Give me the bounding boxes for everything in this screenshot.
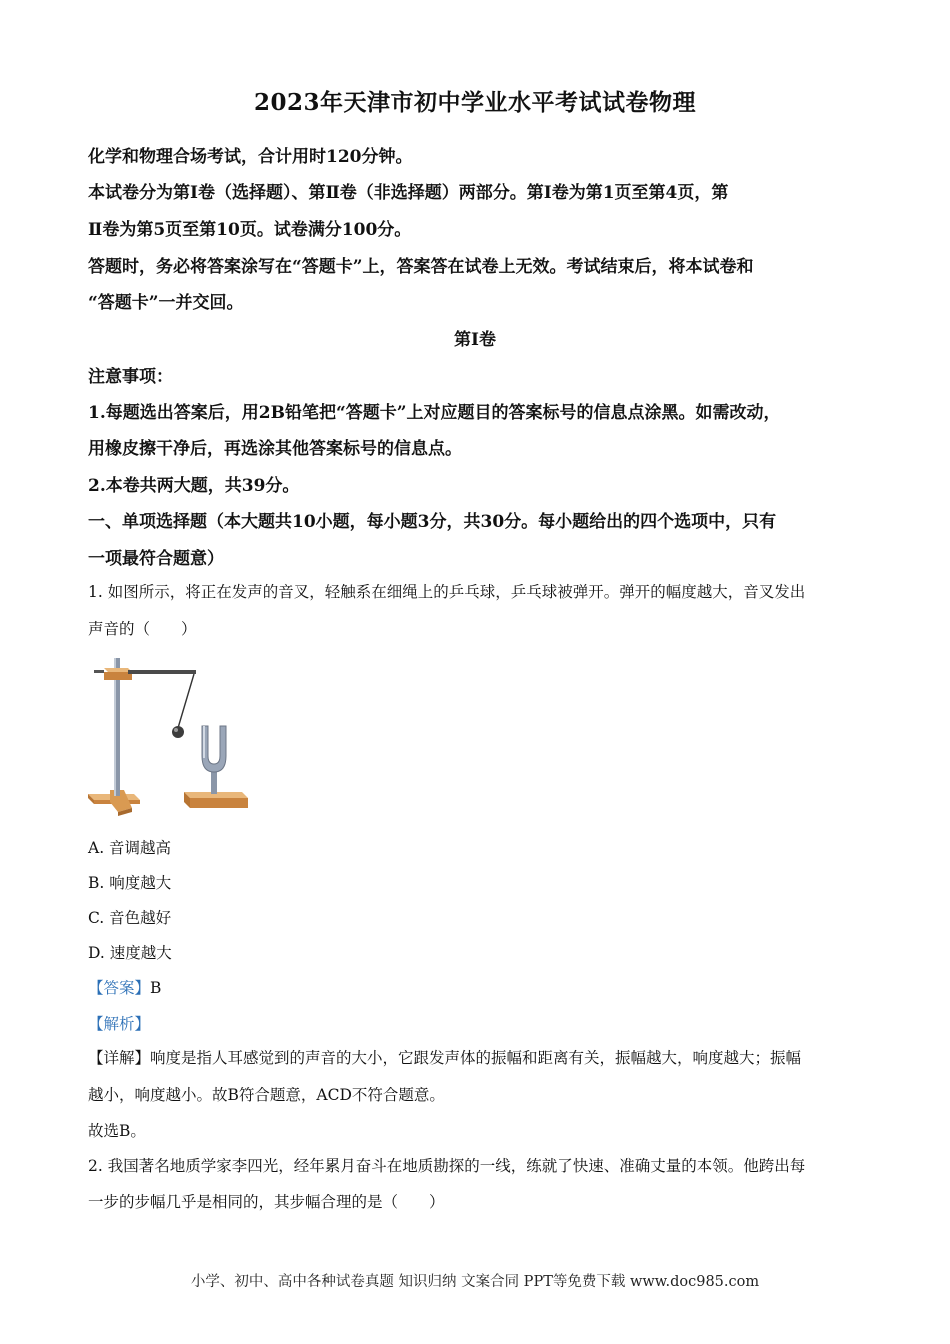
q1-detail-line-1: 【详解】响度是指人耳感觉到的声音的大小，它跟发声体的振幅和距离有关，振幅越大，响度越大；振幅 [88, 1049, 802, 1067]
section-heading-line-1: 一、单项选择题（本大题共10小题，每小题3分，共30分。每小题给出的四个选项中，只有 [88, 512, 777, 532]
horizontal-arm [128, 670, 196, 674]
intro-line-1: 化学和物理合场考试，合计用时120分钟。 [88, 147, 413, 167]
q1-stem-line-2: 声音的（ ） [88, 620, 197, 638]
note-line-1: 1.每题选出答案后，用2B铅笔把“答题卡”上对应题目的答案标号的信息点涂黑。如需改动， [88, 403, 781, 423]
intro-line-5: “答题卡”一并交回。 [88, 293, 244, 313]
tuning-fork-figure [84, 652, 250, 818]
q1-option-b: B. 响度越大 [88, 874, 172, 892]
intro-line-2: 本试卷分为第Ⅰ卷（选择题）、第Ⅱ卷（非选择题）两部分。第Ⅰ卷为第1页至第4页，第 [88, 183, 729, 203]
note-line-3: 2.本卷共两大题，共39分。 [88, 476, 300, 496]
q1-detail-line-2: 越小，响度越小。故B符合题意，ACD不符合题意。 [88, 1086, 445, 1104]
string [178, 674, 194, 728]
notes-heading: 注意事项： [88, 367, 173, 387]
q1-detail-line-3: 故选B。 [88, 1122, 146, 1140]
clamp-block [104, 668, 132, 680]
analysis-tag: 【解析】 [88, 1015, 151, 1033]
answer-tag: 【答案】 [88, 979, 151, 997]
q1-option-c: C. 音色越好 [88, 909, 172, 927]
intro-line-3: Ⅱ卷为第5页至第10页。试卷满分100分。 [88, 220, 412, 240]
section-heading-line-2: 一项最符合题意） [88, 549, 224, 569]
tuning-fork [202, 726, 226, 794]
intro-line-4: 答题时，务必将答案涂写在“答题卡”上，答案答在试卷上无效。考试结束后，将本试卷和 [88, 257, 754, 277]
q2-stem-line-2: 一步的步幅几乎是相同的，其步幅合理的是（ ） [88, 1193, 445, 1211]
q1-answer [88, 976, 161, 998]
volume-heading: 第Ⅰ卷 [454, 330, 496, 350]
fork-base [184, 792, 248, 808]
clamp-screw [94, 670, 104, 673]
q2-stem-line-1: 2. 我国著名地质学家李四光，经年累月奋斗在地质勘探的一线，练就了快速、准确丈量的本领。他跨出每 [88, 1157, 806, 1175]
q1-stem-line-1: 1. 如图所示，将正在发声的音叉，轻触系在细绳上的乒乓球，乒乓球被弹开。弹开的幅度越大，音叉发出 [88, 583, 806, 601]
q1-option-d: D. 速度越大 [88, 944, 172, 962]
note-line-2: 用橡皮擦干净后，再选涂其他答案标号的信息点。 [88, 439, 462, 459]
page-footer: 小学、初中、高中各种试卷真题 知识归纳 文案合同 PPT等免费下载 www.doc985.com [190, 1274, 760, 1290]
ping-pong-ball [172, 726, 184, 738]
page-title: 2023年天津市初中学业水平考试试卷物理 [253, 89, 696, 116]
q1-option-a: A. 音调越高 [88, 839, 172, 857]
answer-value: B [150, 979, 162, 997]
